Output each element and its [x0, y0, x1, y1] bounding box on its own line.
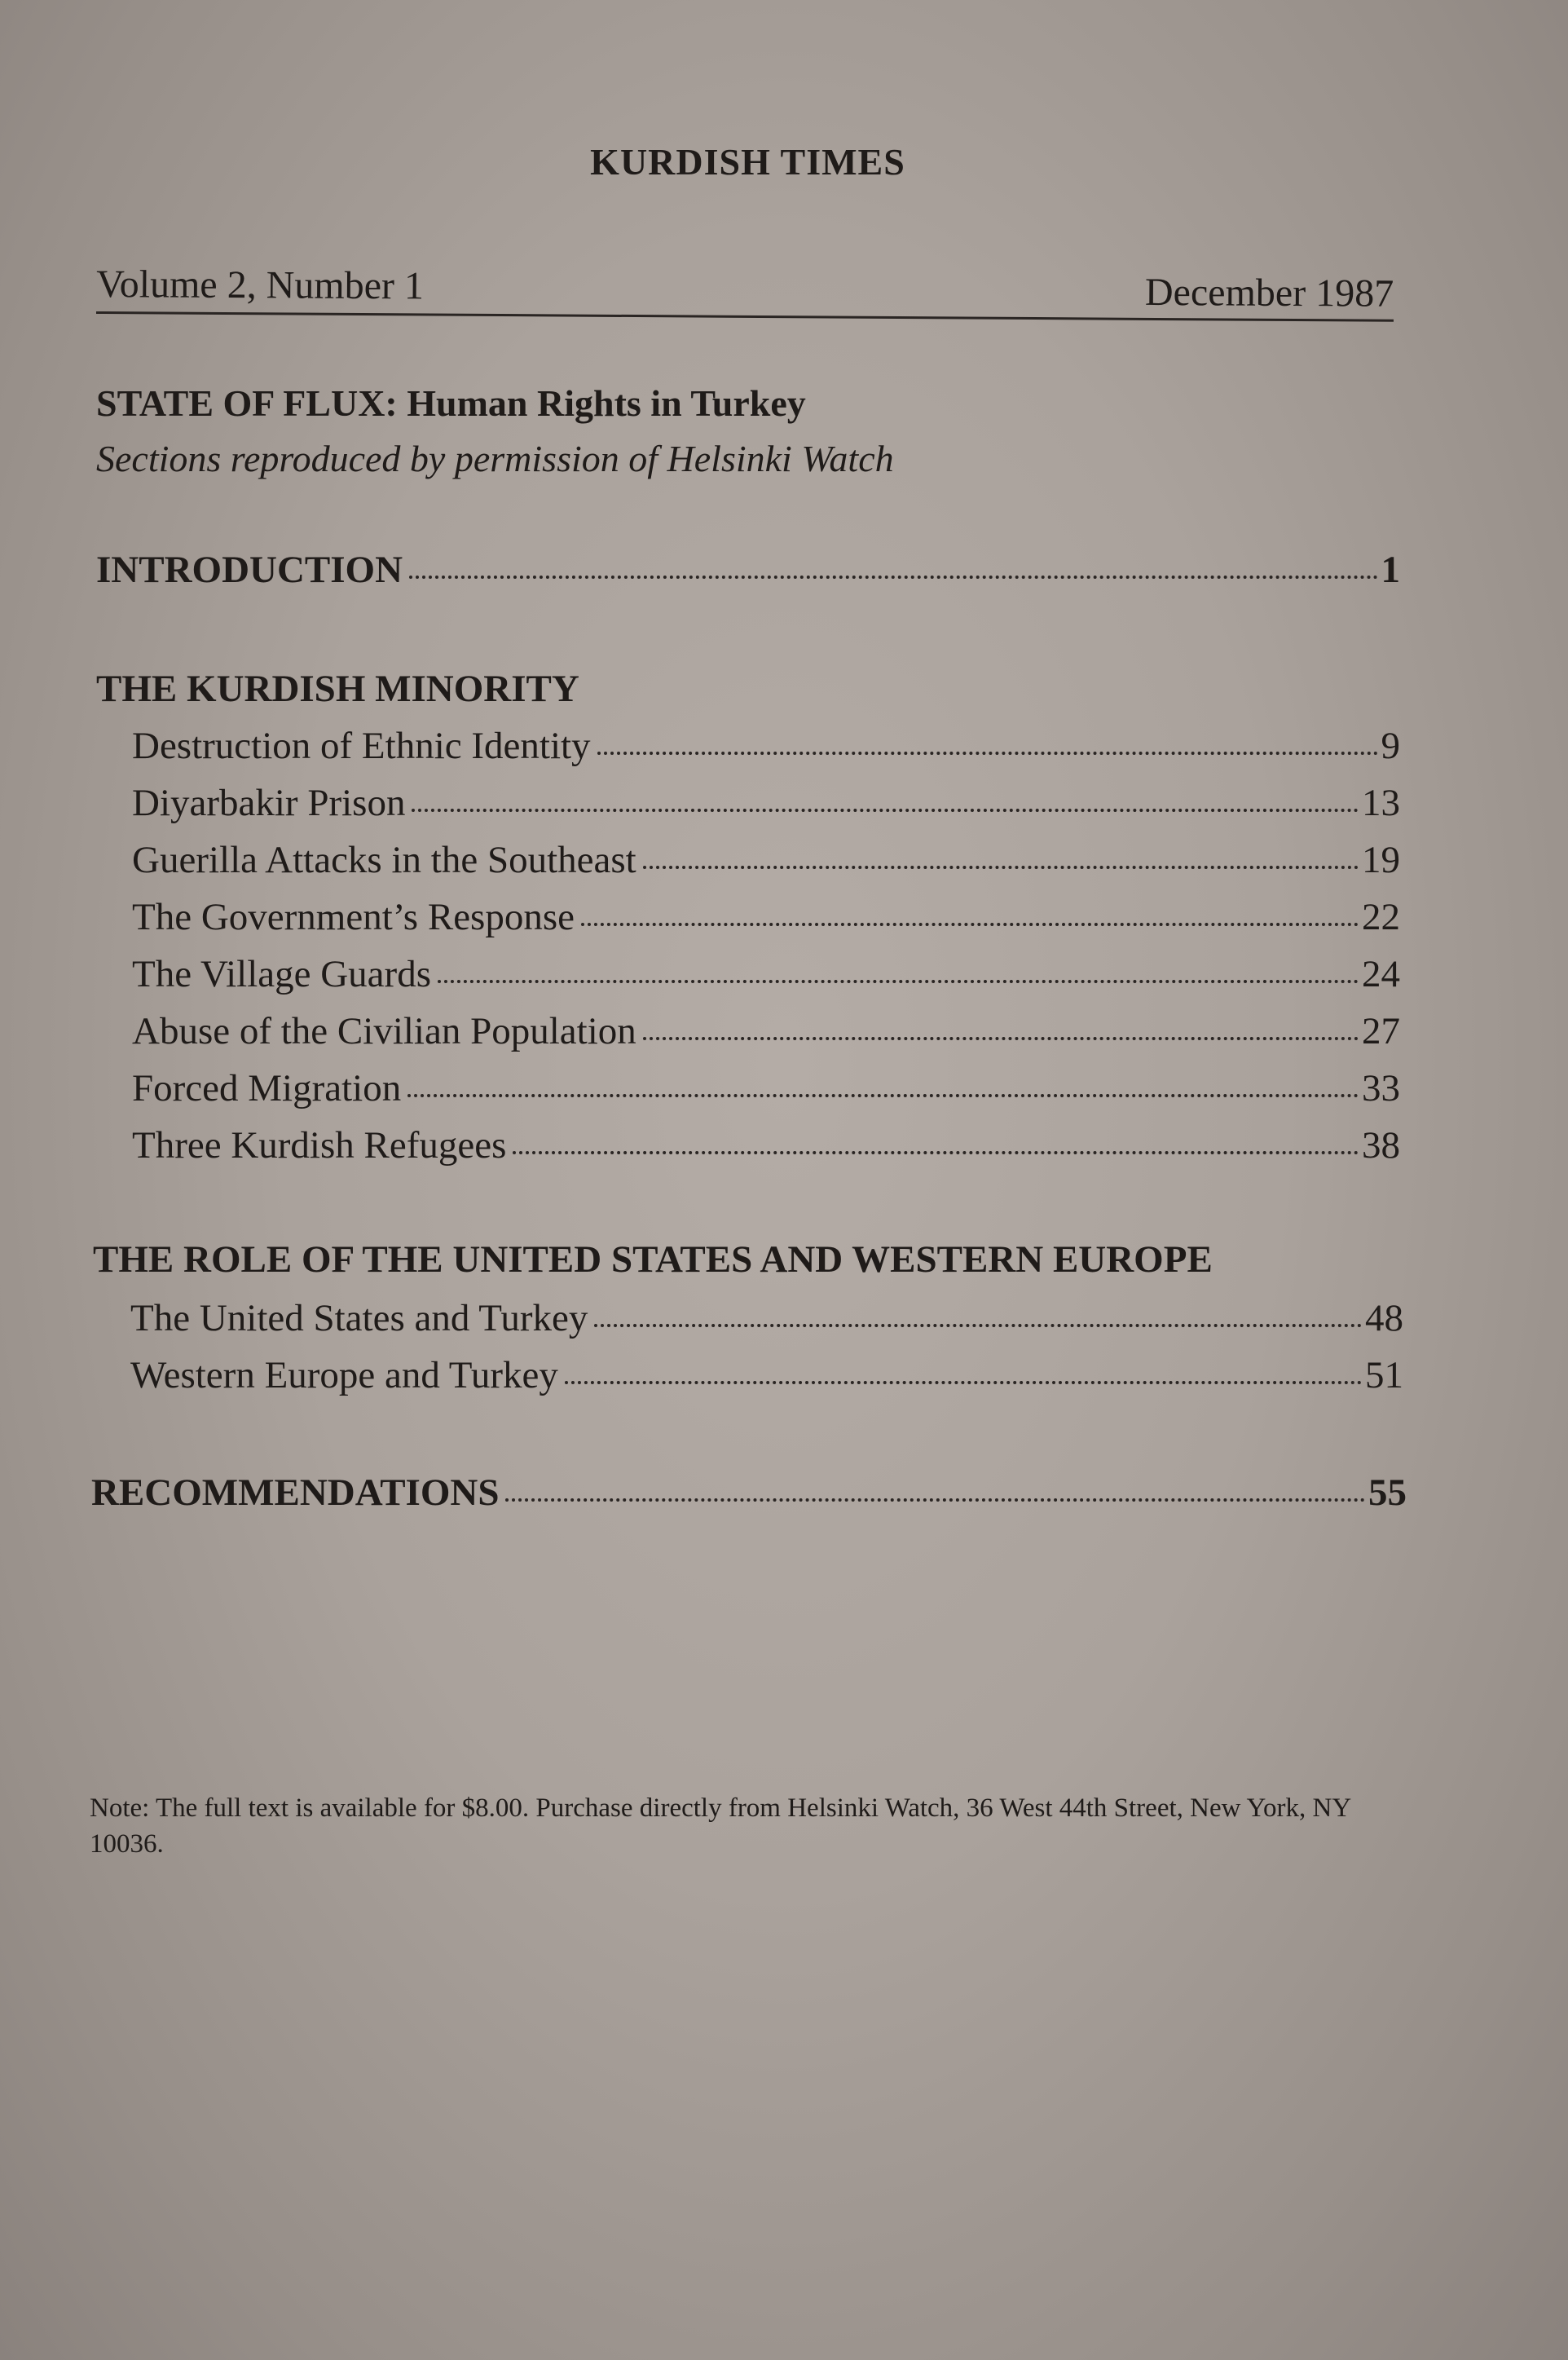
dot-leader: [597, 752, 1378, 755]
toc-label: Diyarbakir Prison: [132, 782, 406, 824]
toc-entry: [132, 1123, 1400, 1167]
toc-label: The Village Guards: [132, 953, 431, 995]
dot-leader: [505, 1498, 1365, 1502]
toc-label: RECOMMENDATIONS: [91, 1471, 500, 1514]
toc-page-number: 38: [1362, 1124, 1400, 1167]
dot-leader: [643, 1037, 1359, 1040]
toc-entry: [132, 838, 1400, 882]
toc-section-heading: THE KURDISH MINORITY: [96, 668, 579, 710]
dot-leader: [409, 576, 1377, 579]
toc-entry: [130, 1353, 1403, 1397]
toc-entry: [132, 1066, 1400, 1110]
toc-label: The Government’s Response: [132, 896, 575, 938]
toc-page-number: 24: [1362, 953, 1400, 995]
dot-leader: [412, 809, 1359, 812]
dot-leader: [565, 1381, 1362, 1384]
toc-label: The United States and Turkey: [130, 1297, 588, 1339]
toc-page-number: 55: [1368, 1471, 1407, 1514]
toc-page-number: 48: [1365, 1297, 1403, 1339]
toc-entry: [130, 1296, 1403, 1340]
toc-page-number: 27: [1362, 1010, 1400, 1052]
toc-page-number: 51: [1365, 1354, 1403, 1396]
dot-leader: [581, 923, 1359, 926]
toc-page-number: 1: [1381, 549, 1400, 591]
toc-introduction: [96, 548, 1400, 592]
toc-section-heading: THE ROLE OF THE UNITED STATES AND WESTERN EUROPE: [93, 1238, 1213, 1281]
dot-leader: [407, 1094, 1359, 1097]
toc-label: Guerilla Attacks in the Southeast: [132, 839, 636, 881]
toc-entry: [132, 724, 1400, 768]
toc-entry: [132, 895, 1400, 939]
toc-entry: [132, 1009, 1400, 1053]
toc-label: Forced Migration: [132, 1067, 402, 1109]
report-title: STATE OF FLUX: Human Rights in Turkey: [96, 382, 806, 424]
issue-line: [96, 254, 1394, 322]
dot-leader: [643, 866, 1359, 869]
report-subtitle: Sections reproduced by permission of Helsinki Watch: [96, 438, 894, 479]
issue-volume: Volume 2, Number 1: [96, 262, 425, 308]
toc-label: Destruction of Ethnic Identity: [132, 725, 591, 767]
toc-page-number: 33: [1362, 1067, 1400, 1109]
toc-entry: [132, 781, 1400, 825]
toc-label: Western Europe and Turkey: [130, 1354, 558, 1396]
toc-page-number: 9: [1381, 725, 1400, 767]
toc-page-number: 13: [1362, 782, 1400, 824]
toc-label: INTRODUCTION: [96, 549, 403, 591]
toc-recommendations: [91, 1471, 1407, 1515]
masthead: KURDISH TIMES: [590, 141, 905, 183]
toc-entry: [132, 952, 1400, 996]
footnote: Note: The full text is available for $8.00. Purchase directly from Helsinki Watch, 36 West 44th Street, New York, NY 10036.: [90, 1793, 1350, 1859]
toc-page-number: 22: [1362, 896, 1400, 938]
toc-page-number: 19: [1362, 839, 1400, 881]
dot-leader: [438, 980, 1359, 983]
toc-label: Three Kurdish Refugees: [132, 1124, 507, 1167]
dot-leader: [594, 1324, 1362, 1327]
dot-leader: [513, 1151, 1359, 1154]
issue-date: December 1987: [1144, 270, 1394, 315]
toc-label: Abuse of the Civilian Population: [132, 1010, 636, 1052]
